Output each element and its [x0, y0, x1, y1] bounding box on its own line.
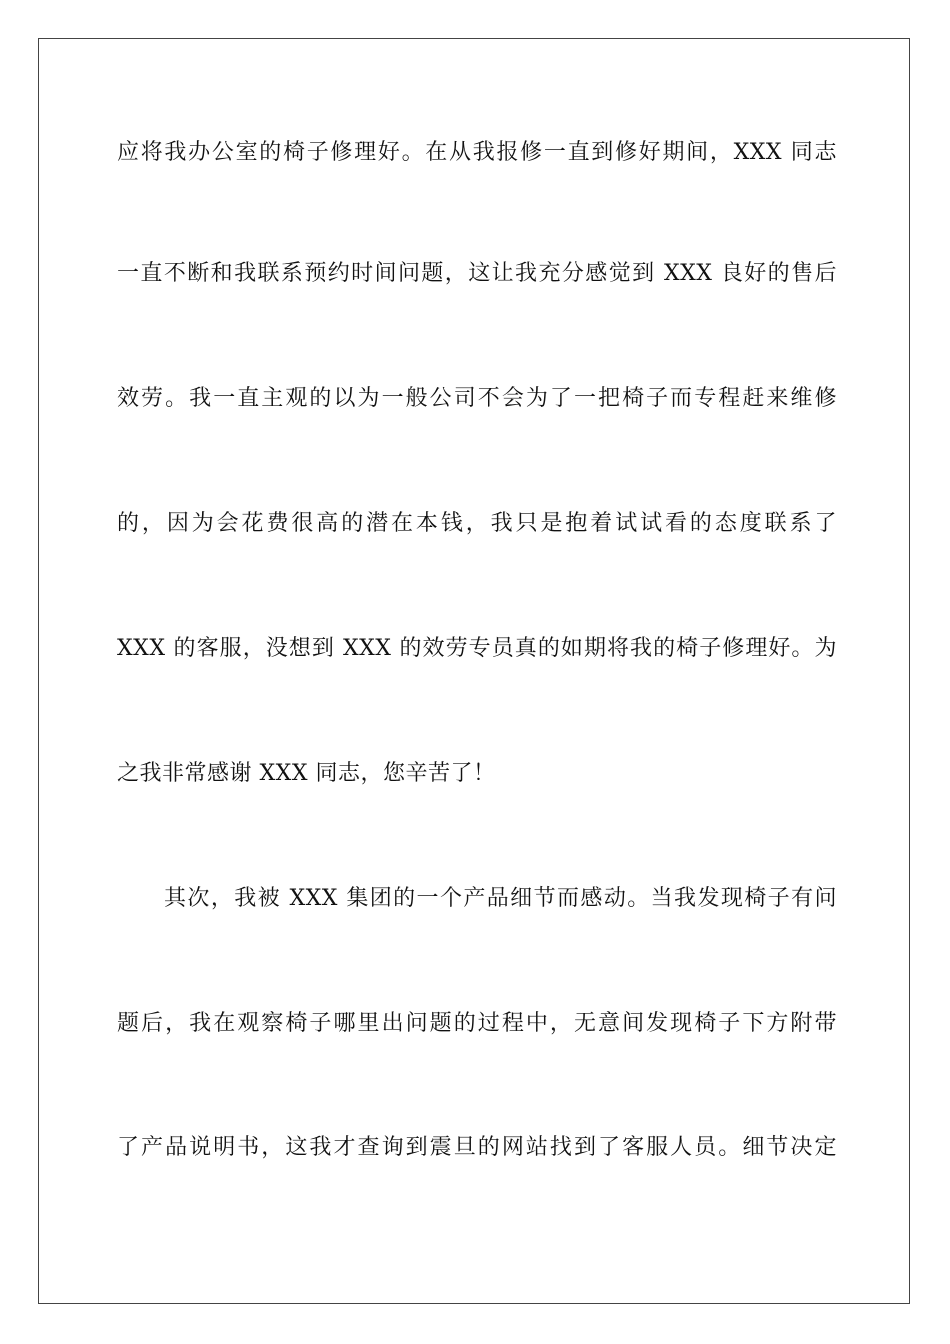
text-line-1: 应将我办公室的椅子修理好。在从我报修一直到修好期间，XXX 同志 [117, 140, 837, 165]
text-line-4: 的，因为会花费很高的潜在本钱，我只是抱着试试看的态度联系了 [117, 511, 837, 536]
text-line-8: 题后，我在观察椅子哪里出问题的过程中，无意间发现椅子下方附带 [117, 1011, 837, 1036]
text-line-2: 一直不断和我联系预约时间问题，这让我充分感觉到 XXX 良好的售后 [117, 261, 837, 286]
text-line-9: 了产品说明书，这我才查询到震旦的网站找到了客服人员。细节决定 [117, 1135, 837, 1160]
text-line-3: 效劳。我一直主观的以为一般公司不会为了一把椅子而专程赶来维修 [117, 386, 837, 411]
paragraph-start-line: 其次，我被 XXX 集团的一个产品细节而感动。当我发现椅子有问 [164, 886, 837, 911]
page-border [38, 38, 910, 1304]
text-line-6: 之我非常感谢 XXX 同志，您辛苦了！ [117, 761, 496, 786]
text-line-5: XXX 的客服，没想到 XXX 的效劳专员真的如期将我的椅子修理好。为 [117, 636, 837, 661]
